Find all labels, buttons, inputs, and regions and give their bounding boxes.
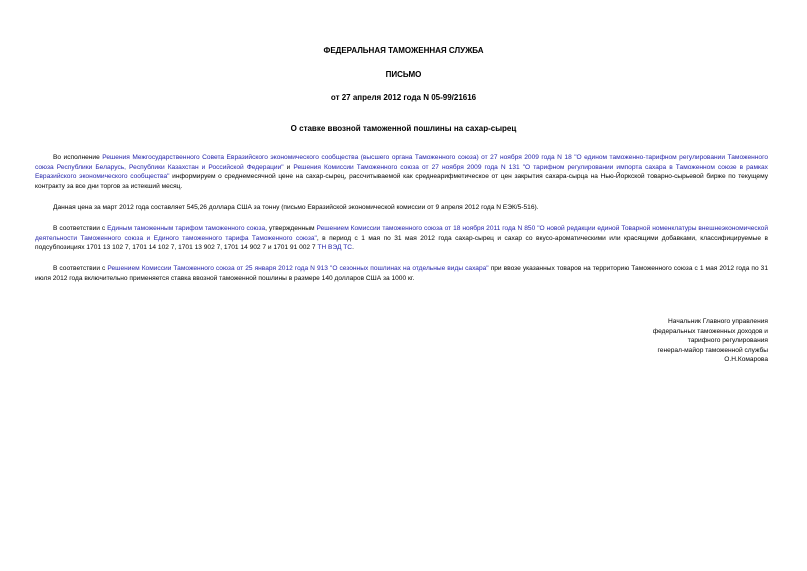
signatory-name: О.Н.Комарова [724, 356, 768, 363]
p2-text-1: Данная цена за март 2012 года составляет 545,26 доллара США за тонну (письмо Евразийской экономической комиссии от 9 апреля 2012 года N ЕЭК/5-516). [53, 204, 539, 211]
p1-text-2: и [283, 163, 294, 171]
paragraph-4 [35, 264, 768, 283]
p4-text-1: В соответствии с [53, 265, 108, 272]
document-type: ПИСЬМО [385, 70, 422, 79]
signature-line-4: генерал-майор таможенной службы [657, 346, 768, 354]
link-commission-decision-850[interactable]: Решением Комиссии таможенного союза от 18 ноября 2011 года N 850 "О новой редакции единой Товарной номенклатуры внешнеэкономической деятельности Таможенного союза и Единого таможенного тарифа Таможенного союза" [35, 225, 769, 242]
document-subject: О ставке ввозной таможенной пошлины на сахар-сырец [290, 124, 517, 133]
signature-line-3: тарифного регулирования [687, 337, 768, 344]
p3-text-2: , утвержденным [265, 225, 317, 232]
link-unified-customs-tariff[interactable]: Единым таможенным тарифом таможенного союза [107, 225, 266, 232]
link-commission-decision-913[interactable]: Решением Комиссии Таможенного союза от 25 января 2012 года N 913 "О сезонных пошлинах на отдельные виды сахара" [107, 265, 489, 272]
link-tn-ved-ts[interactable]: ТН ВЭД ТС [317, 244, 353, 251]
p3-text-4: . [352, 244, 354, 251]
document-date-number: от 27 апреля 2012 года N 05-99/21616 [330, 93, 477, 102]
p4-text-2: при ввозе указанных товаров на территорию Таможенного союза с 1 мая 2012 года по 31 июля 2012 года включительно применяется ставка ввозной таможенной пошлины в размере 140 долларов США за 1000 кг. [35, 265, 769, 282]
signature-block [568, 317, 768, 365]
signature-line-2: федеральных таможенных доходов и [652, 327, 768, 335]
link-customs-union-commission-decision-131[interactable]: Решения Комиссии Таможенного союза от 27 ноября 2009 года N 131 "О тарифном регулировании импорта сахара в Таможенном союзе в рамках Евразийского экономического сообщества" [35, 163, 768, 180]
paragraph-2 [35, 203, 768, 213]
agency-name: ФЕДЕРАЛЬНАЯ ТАМОЖЕННАЯ СЛУЖБА [323, 46, 484, 55]
link-eurasec-council-decision-18[interactable]: Решения Межгосударственного Совета Евразийского экономического сообщества (высшего органа Таможенного союза) от 27 ноября 2009 года N 18 "О едином таможенно-тарифном регулировании Таможенного союза Республики Беларусь, Республики Казахстан и Российской Федерации" [35, 154, 768, 171]
paragraph-3 [35, 224, 768, 253]
p3-text-3: , в период с 1 мая по 31 мая 2012 года сахар-сырец и сахар со вкусо-ароматическими или красящими добавками, классифицируемые в подсубпозициях 1701 13 102 7, 1701 14 102 7, 1701 13 902 7, 1701 14 902 7 и 1701 91 002 7 [35, 234, 768, 251]
p3-text-1: В соответствии с [53, 225, 108, 232]
paragraph-1 [35, 153, 768, 191]
p1-text-1: Во исполнение [53, 154, 103, 161]
signature-line-1: Начальник Главного управления [668, 318, 768, 325]
p1-text-3: информируем о среднемесячной цене на сахар-сырец, рассчитываемой как среднеарифметическое от цен закрытия сахара-сырца на Нью-Йоркской товарно-сырьевой бирже по текущему контракту за все дни торгов за истекший месяц. [35, 173, 768, 190]
